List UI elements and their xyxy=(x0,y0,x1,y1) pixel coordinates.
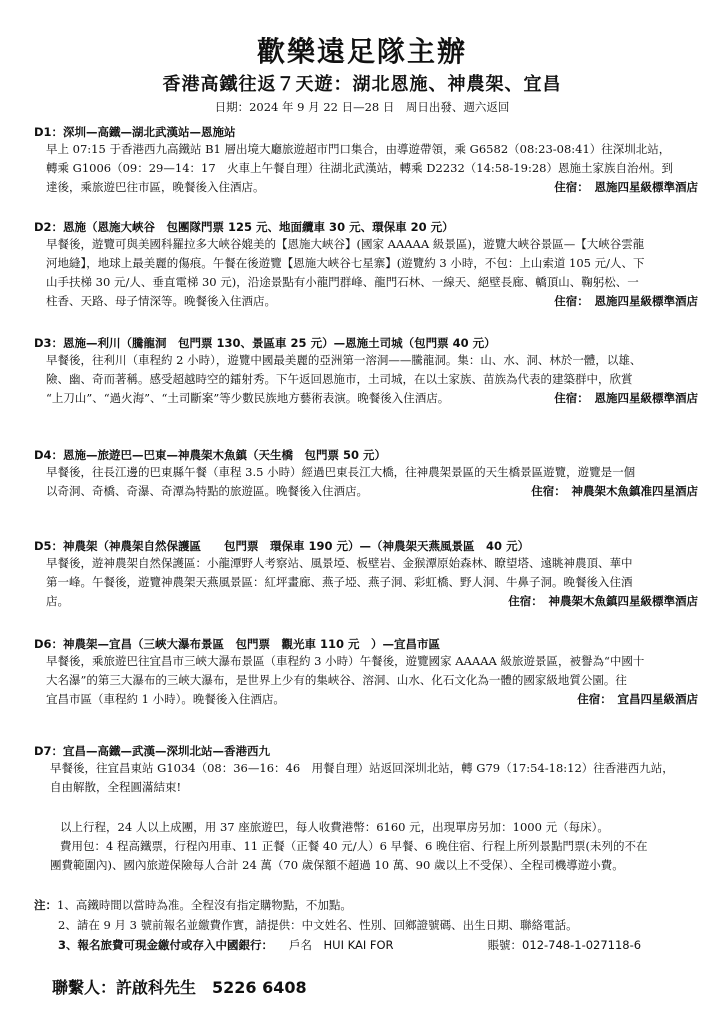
note-item: 2、請在 9 月 3 號前報名並繳費作實，請提供：中文姓名、性別、回鄉證號碼、出生日期、聯絡電話。 xyxy=(58,918,578,932)
day-heading: D1：深圳—高鐵—湖北武漢站—恩施站 xyxy=(34,125,236,139)
day-6-section xyxy=(34,636,698,709)
summary-line: 團費範圍內)、國內旅遊保險每人合計 24 萬（70 歲保額不超過 10 萬、90 歲以上不受保）、全程司機導遊小費。 xyxy=(50,858,624,872)
day-line: 早上 07:15 于香港西九高鐵站 B1 層出境大廳旅遊超市門口集合，由導遊帶領，乘 G6582（08:23-08:41）往深圳北站， xyxy=(46,142,671,156)
day-line: 自由解散，全程圓滿結束! xyxy=(50,780,182,794)
day-line: 大名瀑”的第三大瀑布的三峽大瀑布，是世界上少有的集峽谷、溶洞、山水、化石文化為一體的國家級地質公園。往 xyxy=(46,673,627,687)
day-body xyxy=(34,140,698,197)
bank-info-row xyxy=(34,935,704,955)
day-line: 早餐後，遊神農架自然保護區：小龍潭野人考察站、風景埡、板壁岩、金猴潭原始森林、瞭望塔、遠眺神農頂、華中 xyxy=(46,556,633,570)
day-line: 險、幽、奇而著稱。感受超越時空的鐳射秀。下午返回恩施市，土司城，在以土家族、苗族為代表的建築群中，欣賞 xyxy=(46,372,633,386)
day-body xyxy=(34,463,698,501)
day-5-section xyxy=(34,538,698,611)
contact-label: 聯繫人：許啟科先生 xyxy=(52,978,197,997)
date-line: 日期：2024 年 9 月 22 日—28 日 周日出發、週六返回 xyxy=(214,100,510,114)
contact-phone: 5226 6408 xyxy=(212,978,307,997)
day-7-section xyxy=(34,743,698,797)
day-heading: D6：神農架—宜昌（三峽大瀑布景區 包門票 觀光車 110 元 ）—宜昌市區 xyxy=(34,637,441,651)
account-number: 賬號：012-748-1-027118-6 xyxy=(487,938,642,952)
day-body xyxy=(34,235,698,311)
note-item: 3、報名旅費可現金繳付或存入中國銀行： xyxy=(58,938,273,952)
day-line: 早餐後，往利川（車程約 2 小時），遊覽中國最美麗的亞洲第一溶洞——騰龍洞。集：山、水、洞、林於一體，以雄、 xyxy=(46,353,642,367)
day-heading: D5：神農架（神農架自然保護區 包門票 環保車 190 元）—（神農架天燕風景區 40 元） xyxy=(34,539,530,553)
day-line: 早餐後，往長江邊的巴東縣午餐（車程 3.5 小時）經過巴東長江大橋，往神農架景區的天生橋景區遊覽，遊覽是一個 xyxy=(46,465,636,479)
summary-line: 費用包：4 程高鐵票，行程內用車、11 正餐（正餐 40 元/人）6 早餐、6 晚住宿、行程上所列景點門票(未列的不在 xyxy=(60,839,648,853)
account-name: 戶名 HUI KAI FOR xyxy=(289,938,394,952)
day-line: 河地縫】，地球上最美麗的傷痕。午餐在後遊覽【恩施大峽谷七星寨】(遊覽約 3 小時，不包：上山索道 105 元/人、下 xyxy=(46,256,645,270)
day-heading: D2：恩施（恩施大峽谷 包團隊門票 125 元、地面纜車 30 元、環保車 20 元） xyxy=(34,220,454,234)
hotel-label: 住宿： 宜昌四星級酒店 xyxy=(569,690,698,709)
day-line: 以奇洞、奇橋、奇瀑、奇潭為特點的旅遊區。晚餐後入住酒店。 xyxy=(46,484,368,498)
day-heading: D3：恩施—利川（騰龍洞 包門票 130、景區車 25 元）—恩施土司城（包門票 40 元） xyxy=(34,336,496,350)
day-line: 宜昌市區（車程約 1 小時）。晚餐後入住酒店。 xyxy=(46,692,285,706)
day-body xyxy=(34,351,698,408)
hotel-label: 住宿： 恩施四星級標準酒店 xyxy=(546,389,698,408)
hotel-label: 住宿： 神農架木魚鎮四星級標準酒店 xyxy=(500,592,698,611)
day-heading: D4：恩施—旅遊巴—巴東—神農架木魚鎮（天生橋 包門票 50 元） xyxy=(34,448,387,462)
notes-section xyxy=(34,895,704,955)
note-item: 1、高鐵時間以當時為准。全程沒有指定購物點，不加點。 xyxy=(57,898,352,912)
notes-label: 注： xyxy=(34,898,57,912)
price-summary xyxy=(50,818,700,875)
day-2-section xyxy=(34,219,698,311)
contact-line xyxy=(52,975,307,998)
day-4-section xyxy=(34,447,698,501)
day-line: 第一峰。午餐後，遊覽神農架天燕風景區：紅坪畫廊、燕子埡、燕子洞、彩虹橋、野人洞、牛鼻子洞。晚餐後入住酒 xyxy=(46,575,633,589)
hotel-label: 住宿： 恩施四星級標準酒店 xyxy=(546,178,698,197)
day-line: 達後，乘旅遊巴往市區，晚餐後入住酒店。 xyxy=(46,180,265,194)
day-body xyxy=(34,759,698,797)
hotel-label: 住宿： 神農架木魚鎮准四星酒店 xyxy=(523,482,698,501)
day-line: 早餐後，遊覽可與美國科羅拉多大峽谷媲美的【恩施大峽谷】(國家 AAAAA 級景區)，遊覽大峽谷景區—【大峽谷雲龍 xyxy=(46,237,645,251)
day-line: 早餐後，往宜昌東站 G1034（08：36—16：46 用餐自理）站返回深圳北站，轉 G79（17:54-18:12）往香港西九站， xyxy=(50,761,674,775)
day-body xyxy=(34,554,698,611)
page-subtitle: 香港高鐵往返７天遊：湖北恩施、神農架、宜昌 xyxy=(162,74,562,95)
day-1-section xyxy=(34,124,698,197)
day-line: 店。 xyxy=(46,594,69,608)
page-title: 歡樂遠足隊主辦 xyxy=(256,35,467,68)
day-3-section xyxy=(34,335,698,408)
hotel-label: 住宿： 恩施四星級標準酒店 xyxy=(546,292,698,311)
day-body xyxy=(34,652,698,709)
day-line: “上刀山”、“過火海”、“土司斷案”等少數民族地方藝術表演。晚餐後入住酒店。 xyxy=(46,391,450,405)
day-line: 柱香、天路、母子情深等。晚餐後入住酒店。 xyxy=(46,294,276,308)
day-heading: D7：宜昌—高鐵—武漢—深圳北站—香港西九 xyxy=(34,744,271,758)
day-line: 山手扶梯 30 元/人、垂直電梯 30 元)，沿途景點有小龍門群峰、龍門石林、一線天、絕壁長廊、轎頂山、鞠躬松、一 xyxy=(46,275,639,289)
day-line: 轉乘 G1006（09：29—14：17 火車上午餐自理）往湖北武漢站，轉乘 D2232（14:58-19:28）恩施土家族自治州。到 xyxy=(46,161,673,175)
day-line: 早餐後，乘旅遊巴往宜昌市三峽大瀑布景區（車程約 3 小時）午餐後，遊覽國家 AAAAA 級旅遊景區，被譽為“中國十 xyxy=(46,654,645,668)
summary-line: 以上行程，24 人以上成團，用 37 座旅遊巴，每人收費港幣：6160 元，出現單房另加：1000 元（每床）。 xyxy=(60,820,609,834)
